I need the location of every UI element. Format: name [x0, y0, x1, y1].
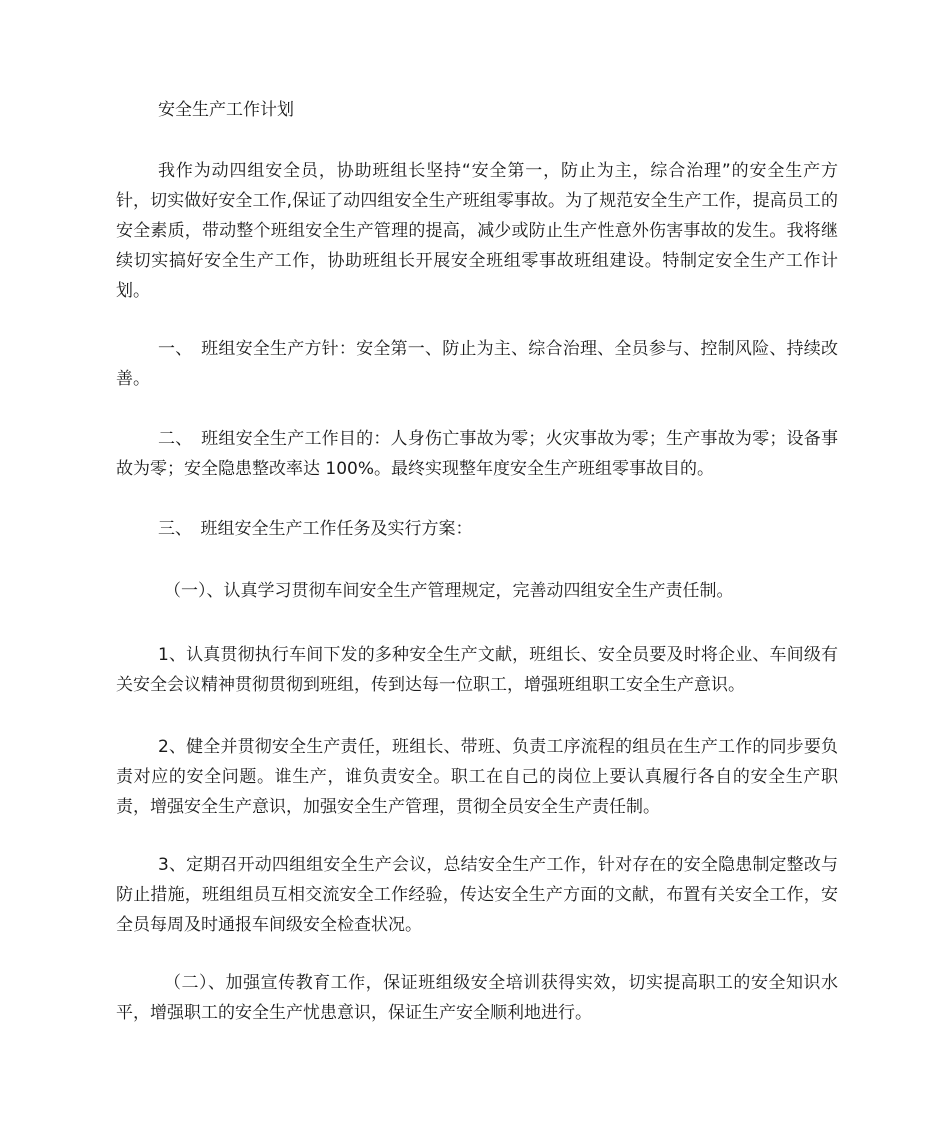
item-two-paragraph: 2、健全并贯彻安全生产责任，班组长、带班、负责工序流程的组员在生产工作的同步要负责对应的安全问题。谁生产，谁负责安全。职工在自己的岗位上要认真履行各自的安全生产职责，增强安全生产意识，加强安全生产管理，贯彻全员安全生产责任制。: [116, 737, 838, 817]
item-one-paragraph: 1、认真贯彻执行车间下发的多种安全生产文献，班组长、安全员要及时将企业、车间级有关安全会议精神贯彻贯彻到班组，传到达每一位职工，增强班组职工安全生产意识。: [116, 645, 838, 695]
section-two-paragraph: 二、 班组安全生产工作目的：人身伤亡事故为零；火灾事故为零；生产事故为零；设备事故为零；安全隐患整改率达 100%。最终实现整年度安全生产班组零事故目的。: [116, 429, 838, 479]
intro-paragraph: 我作为动四组安全员，协助班组长坚持“安全第一，防止为主，综合治理”的安全生产方针，切实做好安全工作,保证了动四组安全生产班组零事故。为了规范安全生产工作，提高员工的安全素质，带动整个班组安全生产管理的提高，减少或防止生产性意外伤害事故的发生。我将继续切实搞好安全生产工作，协助班组长开展安全班组零事故班组建设。特制定安全生产工作计划。: [116, 161, 838, 301]
section-three-heading: 三、 班组安全生产工作任务及实行方案：: [158, 519, 473, 539]
document-title: 安全生产工作计划: [158, 100, 294, 120]
item-three-paragraph: 3、定期召开动四组组安全生产会议，总结安全生产工作，针对存在的安全隐患制定整改与防止措施，班组组员互相交流安全工作经验，传达安全生产方面的文献，布置有关安全工作，安全员每周及时通报车间级安全检查状况。: [116, 855, 838, 935]
subsection-two-paragraph: （二）、加强宣传教育工作，保证班组级安全培训获得实效，切实提高职工的安全知识水平，增强职工的安全生产忧患意识，保证生产安全顺利地进行。: [116, 973, 838, 1023]
section-one-paragraph: 一、 班组安全生产方针：安全第一、防止为主、综合治理、全员参与、控制风险、持续改善。: [116, 339, 838, 389]
subsection-one-heading: （一）、认真学习贯彻车间安全生产管理规定，完善动四组安全生产责任制。: [164, 581, 734, 601]
